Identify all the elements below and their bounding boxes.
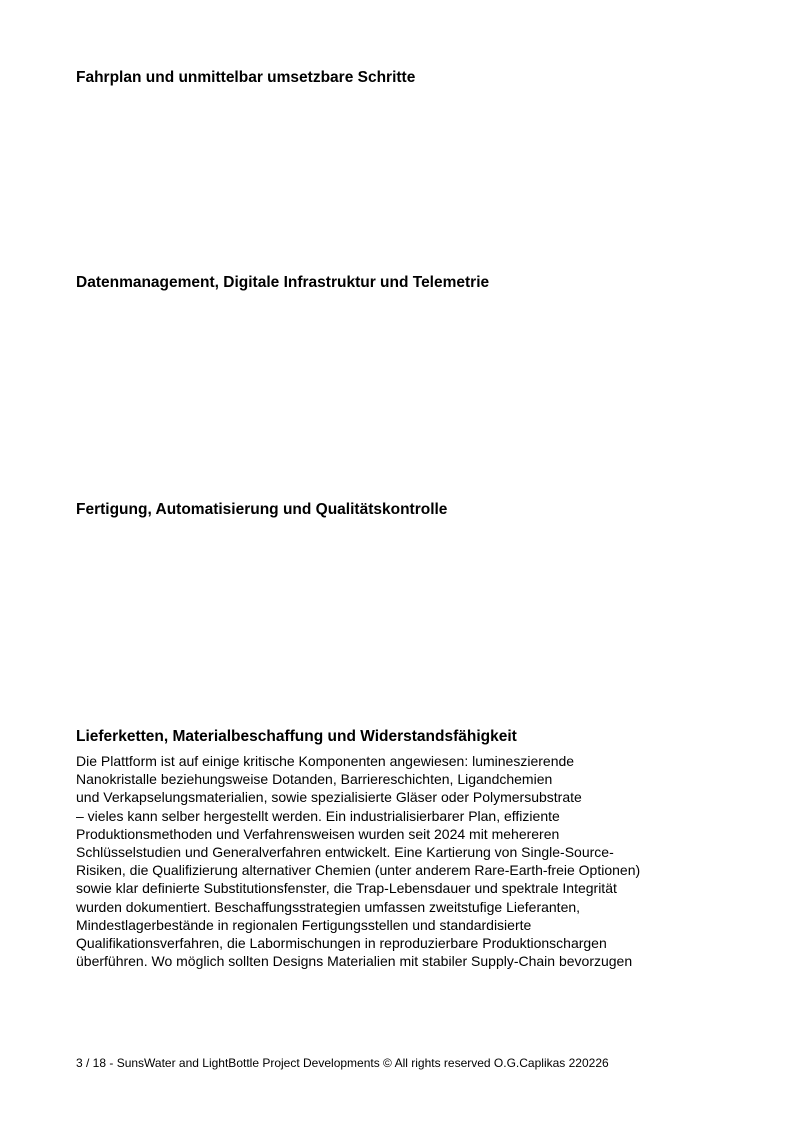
paragraph-line: Produktionsmethoden und Verfahrensweisen wurden seit 2024 mit mehereren <box>76 825 560 842</box>
paragraph-line: Die Plattform ist auf einige kritische Komponenten angewiesen: lumineszierende <box>76 753 575 769</box>
paragraph-line: Schlüsselstudien und Generalverfahren entwickelt. Eine Kartierung von Single-Source- <box>76 844 614 861</box>
paragraph-line: sowie klar definierte Substitutionsfenster, die Trap-Lebensdauer und spektrale Integrität <box>76 880 617 897</box>
paragraph-line: wurden dokumentiert. Beschaffungsstrategien umfassen zweitstufige Lieferanten, <box>76 898 581 915</box>
supply-chain-paragraph <box>76 752 736 970</box>
section-heading-supply-chain: Lieferketten, Materialbeschaffung und Widerstandsfähigkeit <box>76 728 517 745</box>
section-heading-roadmap: Fahrplan und unmittelbar umsetzbare Schritte <box>76 69 416 86</box>
paragraph-line: Nanokristalle beziehungsweise Dotanden, Barriereschichten, Ligandchemien <box>76 771 553 788</box>
section-heading-manufacturing: Fertigung, Automatisierung und Qualitätskontrolle <box>76 501 448 518</box>
paragraph-line: und Verkapselungsmaterialien, sowie spezialisierte Gläser oder Polymersubstrate <box>76 789 582 806</box>
paragraph-line: Mindestlagerbestände in regionalen Fertigungsstellen und standardisierte <box>76 916 532 933</box>
paragraph-line: – vieles kann selber hergestellt werden. Ein industrialisierbarer Plan, effiziente <box>76 807 560 824</box>
page-footer: 3 / 18 - SunsWater and LightBottle Project Developments © All rights reserved O.G.Caplikas 220226 <box>76 1056 609 1070</box>
paragraph-line: überführen. Wo möglich sollten Designs Materialien mit stabiler Supply-Chain bevorzugen <box>76 953 633 970</box>
paragraph-line: Qualifikationsverfahren, die Labormischungen in reproduzierbare Produktionschargen <box>76 935 607 952</box>
section-heading-data-management: Datenmanagement, Digitale Infrastruktur und Telemetrie <box>76 274 490 291</box>
paragraph-line: Risiken, die Qualifizierung alternativer Chemien (unter anderem Rare-Earth-freie Optionen) <box>76 862 641 879</box>
